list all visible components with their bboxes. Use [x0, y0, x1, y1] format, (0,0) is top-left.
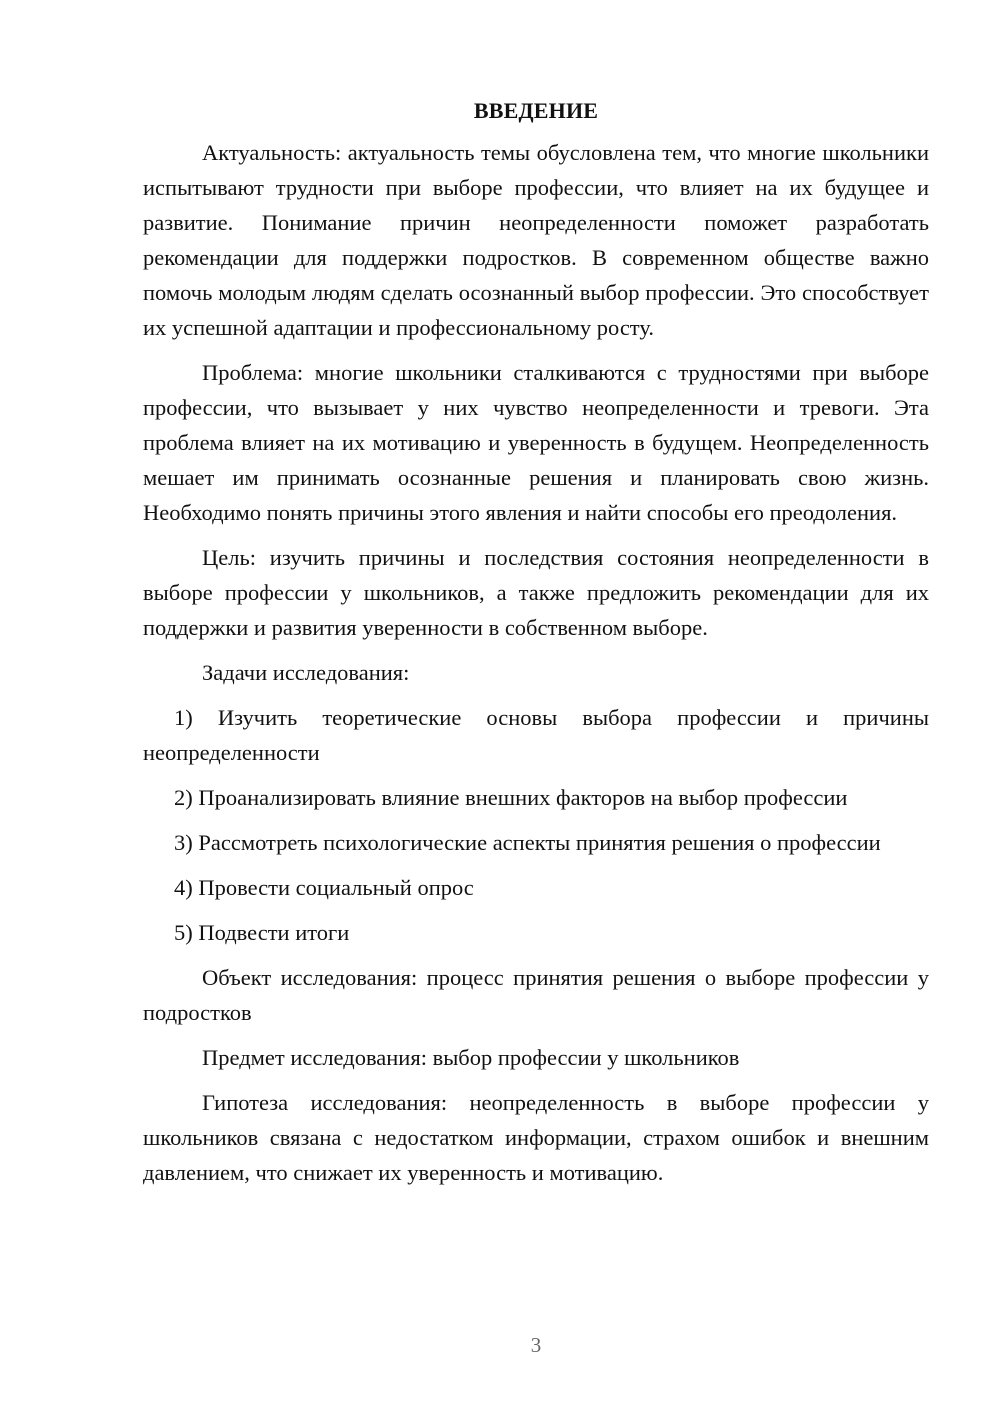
problem-paragraph: Проблема: многие школьники сталкиваются с трудностями при выборе профессии, что вызывает у них чувство неопределенности и тревоги. Эта проблема влияет на их мотивацию и уверенность в будущем. Неопределенность мешает им принимать осознанные решения и планировать свою жизнь. Необходимо понять причины этого явления и найти способы его преодоления.: [143, 360, 929, 525]
page-title: ВВЕДЕНИЕ: [473, 98, 599, 123]
object-paragraph: Объект исследования: процесс принятия решения о выборе профессии у подростков: [143, 965, 929, 1025]
goal-paragraph: Цель: изучить причины и последствия состояния неопределенности в выборе профессии у школьников, а также предложить рекомендации для их поддержки и развития уверенности в собственном выборе.: [143, 545, 929, 640]
task-item-2: 2) Проанализировать влияние внешних факторов на выбор профессии: [174, 785, 848, 810]
task-item-4: 4) Провести социальный опрос: [174, 875, 474, 900]
task-item-5: 5) Подвести итоги: [174, 920, 350, 945]
page-number: 3: [530, 1333, 542, 1357]
tasks-heading: Задачи исследования:: [202, 660, 410, 685]
subject-paragraph: Предмет исследования: выбор профессии у школьников: [202, 1045, 740, 1070]
task-item-1: 1) Изучить теоретические основы выбора профессии и причины неопределенности: [143, 705, 929, 765]
hypothesis-paragraph: Гипотеза исследования: неопределенность в выборе профессии у школьников связана с недостатком информации, страхом ошибок и внешним давлением, что снижает их уверенность и мотивацию.: [143, 1090, 929, 1185]
task-item-3: 3) Рассмотреть психологические аспекты принятия решения о профессии: [174, 830, 881, 855]
relevance-paragraph: Актуальность: актуальность темы обусловлена тем, что многие школьники испытывают трудности при выборе профессии, что влияет на их будущее и развитие. Понимание причин неопределенности поможет разработать рекомендации для поддержки подростков. В современном обществе важно помочь молодым людям сделать осознанный выбор профессии. Это способствует их успешной адаптации и профессиональному росту.: [143, 140, 929, 340]
document-page: [143, 96, 929, 1190]
